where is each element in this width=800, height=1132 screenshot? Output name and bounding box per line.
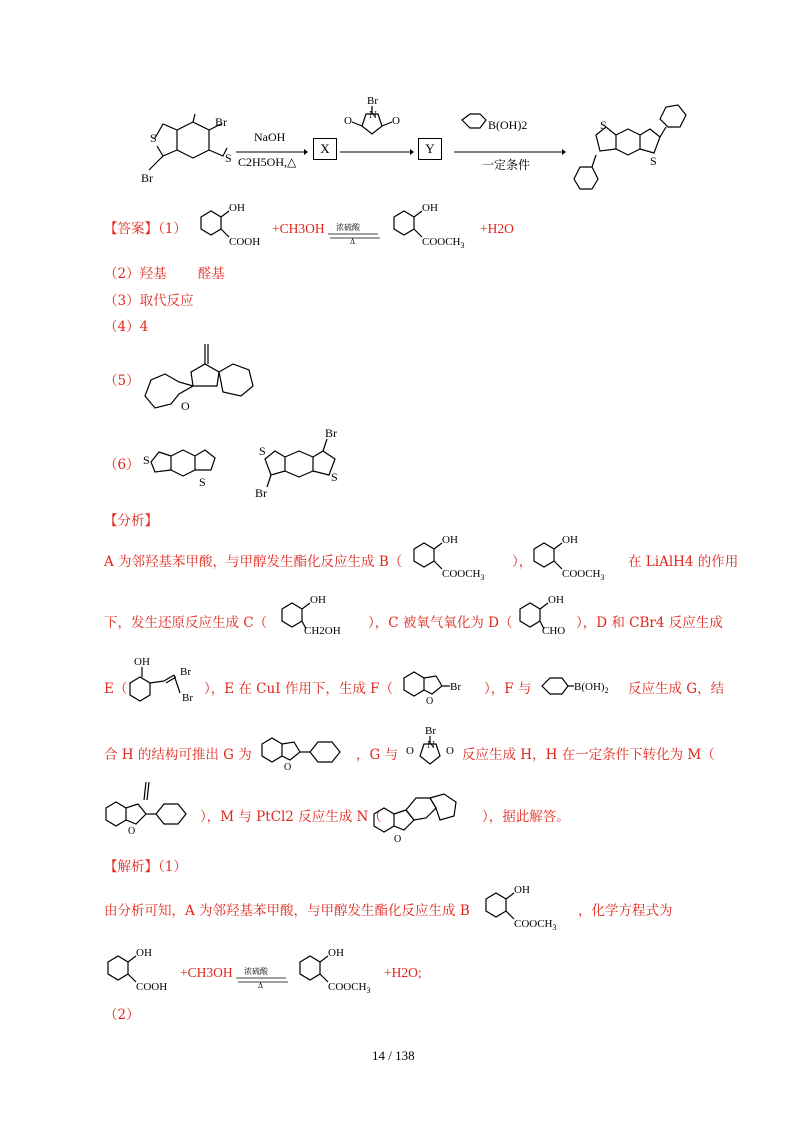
explain-line1: 由分析可知，A 为邻羟基苯甲酸，与甲醇发生酯化反应生成 B — [104, 903, 470, 919]
svg-text:O: O — [394, 834, 402, 845]
reagent-ethanol: C2H5OH,△ — [238, 155, 297, 169]
svg-text:S: S — [331, 470, 338, 484]
answer-ch3oh: +CH3OH — [272, 221, 325, 236]
analysis-line2a: 下，发生还原反应生成 C（ — [104, 615, 268, 631]
analysis-line3b: ），E 在 CuI 作用下，生成 F（ — [204, 681, 393, 697]
analysis-header: 【分析】 — [104, 513, 158, 529]
answer-condition: 浓硫酸 — [336, 223, 360, 232]
answer-q3: （3）取代反应 — [104, 293, 194, 309]
svg-text:S: S — [650, 154, 657, 168]
svg-text:O: O — [344, 115, 352, 127]
explain-salicylic-acid — [102, 948, 182, 998]
reagent-naoh: NaOH — [254, 130, 286, 144]
intermediate-x-box: X — [313, 138, 337, 160]
analysis-phenylboronic — [538, 672, 628, 706]
svg-text:S: S — [150, 131, 157, 145]
svg-text:COOCH3: $COOCH_3$ — [562, 568, 605, 582]
explain-ch3oh: +CH3OH — [180, 965, 233, 980]
answer-q5-structure — [135, 338, 275, 418]
svg-text:OH: OH — [136, 947, 152, 959]
answer-q5: （5） — [104, 373, 140, 389]
reagent-condition: 一定条件 — [482, 158, 531, 172]
svg-text:OH: OH — [134, 656, 150, 668]
analysis-line4c: 反应生成 H，H 在一定条件下转化为 M（ — [462, 747, 715, 763]
svg-text:OH: OH — [514, 884, 530, 896]
svg-text:OH: OH — [310, 594, 326, 606]
svg-text:S: S — [600, 118, 607, 132]
svg-text:N: N — [427, 739, 435, 751]
analysis-line1c: 在 LiAlH4 的作用 — [628, 554, 739, 570]
analysis-line1a: A 为邻羟基苯甲酸，与甲醇发生酯化反应生成 B（ — [104, 554, 403, 570]
svg-text:O: O — [426, 696, 434, 707]
analysis-compound-m — [100, 778, 210, 842]
analysis-line1b: ）， — [512, 554, 533, 570]
answer-section — [104, 220, 187, 238]
analysis-line3a: E（ — [104, 681, 128, 697]
svg-text:Br: Br — [325, 426, 337, 440]
svg-text:Br: Br — [255, 486, 267, 500]
svg-text:Br: Br — [180, 666, 191, 678]
analysis-line2b: ），C 被氧气氧化为 D（ — [368, 615, 513, 631]
analysis-line5b: ），据此解答。 — [482, 809, 570, 825]
svg-text:Br: Br — [425, 725, 436, 737]
answer-delta: Δ — [350, 238, 356, 246]
analysis-salicylaldehyde — [514, 595, 584, 645]
analysis-line2c: ），D 和 CBr4 反应生成 — [576, 615, 723, 631]
arrow-3 — [454, 148, 566, 156]
analysis-compound-g — [256, 734, 356, 774]
answer-header: 【答案】 — [104, 221, 158, 237]
svg-text:B(OH)2: $B(OH)_2$ — [574, 681, 609, 695]
answer-q6: （6） — [104, 457, 140, 473]
svg-text:Br: Br — [215, 115, 227, 129]
explain-delta: Δ — [258, 982, 264, 990]
svg-text:OH: OH — [328, 947, 344, 959]
nbs-molecule — [340, 92, 410, 152]
analysis-compound-e — [124, 655, 214, 715]
svg-text:O: O — [181, 399, 190, 413]
analysis-line4a: 合 H 的结构可推出 G 为 — [104, 747, 252, 763]
analysis-compound-n — [368, 790, 484, 846]
svg-text:O: O — [284, 762, 292, 773]
svg-text:O: O — [446, 745, 454, 757]
explain-line1b: ，化学方程式为 — [578, 903, 673, 919]
analysis-methyl-salicylate-2 — [528, 535, 628, 585]
analysis-line5a: ），M 与 PtCl2 反应生成 N（ — [200, 809, 382, 825]
svg-text:OH: OH — [562, 534, 578, 546]
start-molecule — [135, 110, 235, 200]
svg-text:COOCH3: $COOCH_3$ — [442, 568, 485, 582]
analysis-nbs — [398, 722, 468, 778]
cho-label: CHO — [542, 625, 566, 637]
svg-text:COOH: COOH — [229, 236, 261, 248]
svg-text:COOCH3: $COOCH_3$ — [328, 981, 371, 995]
svg-text:COOH: COOH — [136, 981, 168, 993]
analysis-line4b: ，G 与 — [356, 747, 399, 763]
svg-text:O: O — [128, 826, 136, 837]
answer-q4: （4）4 — [104, 319, 149, 335]
salicylic-acid — [195, 203, 275, 253]
answer-q1-number: （1） — [158, 221, 187, 237]
explain-h2o: +H2O; — [384, 965, 422, 980]
svg-text:Br: Br — [182, 692, 193, 704]
explain-methyl-salicylate — [480, 885, 580, 935]
svg-text:OH: OH — [422, 202, 438, 214]
svg-text:O: O — [406, 745, 414, 757]
explain-q2: （2） — [104, 1007, 140, 1023]
explain-condition: 浓硫酸 — [244, 967, 268, 976]
answer-h2o: +H2O — [480, 221, 514, 236]
page-number: 14 / 138 — [372, 1048, 415, 1063]
methyl-salicylate — [388, 203, 488, 253]
analysis-benzyl-alcohol — [276, 595, 366, 645]
explain-q1-number: （1） — [158, 859, 187, 875]
svg-text:S: S — [199, 475, 206, 489]
arrow-2 — [340, 148, 414, 156]
svg-text:N: N — [369, 109, 377, 121]
svg-text:S: S — [143, 453, 150, 467]
svg-text:S: S — [225, 151, 232, 165]
answer-q6-structure-1 — [135, 440, 235, 500]
svg-text:COOCH3: $COOCH_3$ — [514, 918, 557, 932]
svg-text:Br: Br — [367, 95, 378, 107]
svg-text:Br: Br — [450, 681, 461, 693]
explain-header: 【解析】 — [104, 859, 158, 875]
explain-product — [294, 948, 394, 998]
oh-label: OH — [229, 202, 245, 214]
answer-q6-structure-2 — [255, 425, 355, 505]
analysis-methyl-salicylate-1 — [408, 535, 508, 585]
analysis-line3d: 反应生成 G，结 — [628, 681, 725, 697]
analysis-compound-f — [398, 668, 488, 708]
svg-text:OH: OH — [548, 594, 564, 606]
svg-text:Br: Br — [141, 171, 153, 185]
answer-q2: （2）羟基 醛基 — [104, 266, 225, 282]
explain-heading — [104, 858, 187, 876]
svg-text:S: S — [259, 444, 266, 458]
svg-text:OH: OH — [442, 534, 458, 546]
reagent-boronic: B(OH)2 — [488, 118, 528, 132]
intermediate-y-box: Y — [418, 138, 442, 160]
product-molecule — [566, 95, 696, 195]
svg-text:COOCH3: $COOCH_3$ — [422, 236, 465, 250]
analysis-line3c: ），F 与 — [484, 681, 532, 697]
svg-text:O: O — [392, 115, 400, 127]
ch2oh-label: CH2OH — [304, 625, 341, 637]
